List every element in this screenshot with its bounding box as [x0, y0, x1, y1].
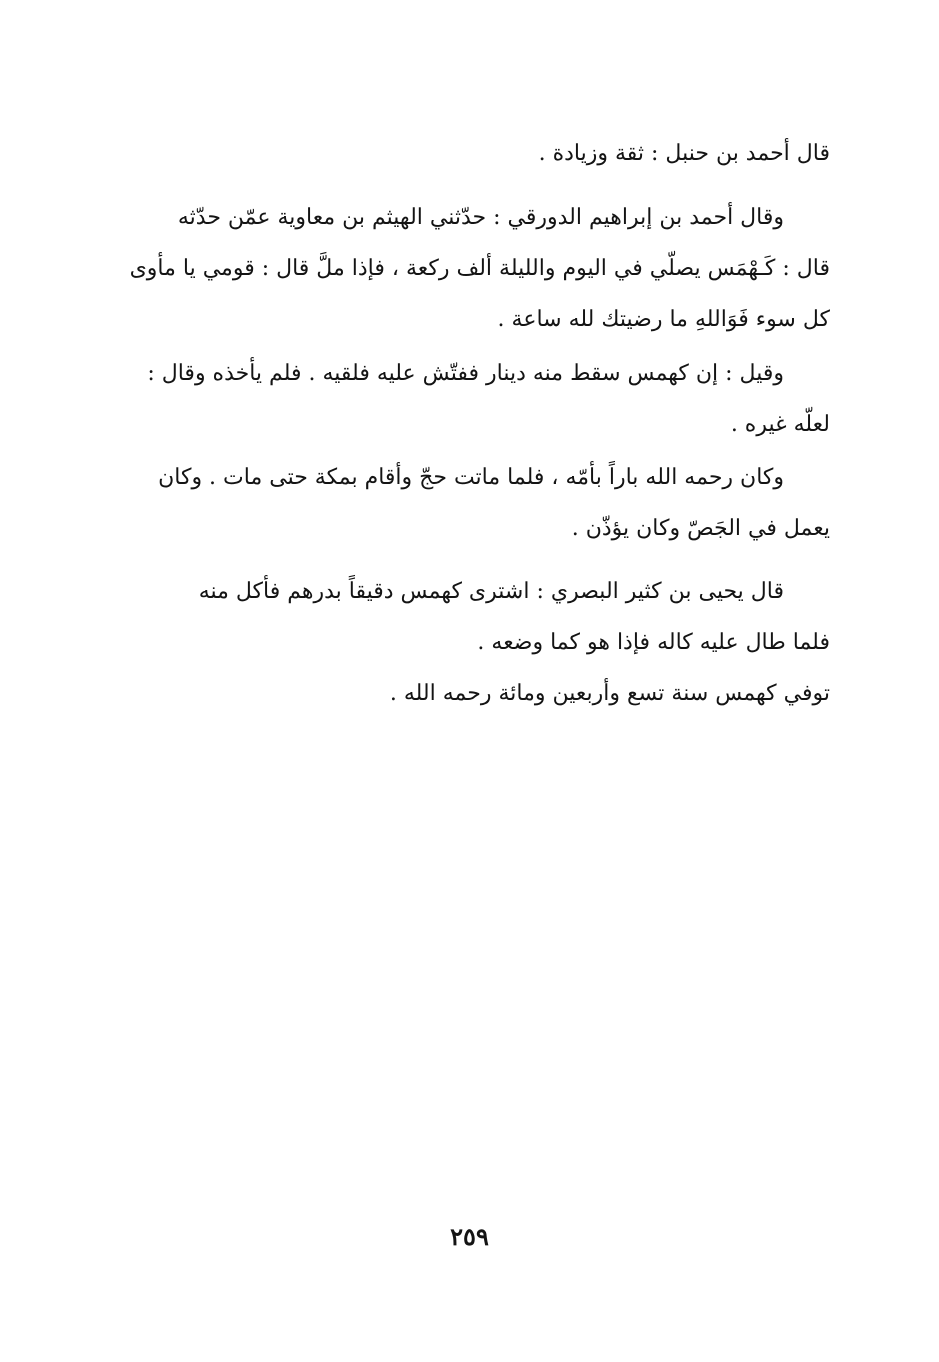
text-line: وكان رحمه الله باراً بأمّه ، فلما ماتت حجّ وأقام بمكة حتى مات . وكان — [158, 465, 784, 490]
paragraph-6 — [150, 668, 876, 719]
text-line: كل سوء فَوَاللهِ ما رضيتك لله ساعة . — [497, 307, 830, 332]
text-line: فلما طال عليه كاله فإذا هو كما وضعه . — [477, 630, 830, 655]
text-line: قال : كَـهْمَس يصلّي في اليوم والليلة ألف ركعة ، فإذا ملَّ قال : قومي يا مأوى — [129, 256, 830, 281]
text-line: يعمل في الجَصّ وكان يؤذّن . — [571, 516, 830, 541]
text-line: لعلّه غيره . — [730, 412, 830, 437]
page-number: ٢٥٩ — [450, 1222, 489, 1251]
paragraph-2 — [129, 192, 830, 345]
paragraph-3 — [147, 348, 830, 450]
paragraph-1 — [150, 128, 876, 179]
text-line: وقيل : إن كهمس سقط منه دينار ففتّش عليه فلقيه . فلم يأخذه وقال : — [147, 361, 784, 386]
paragraph-4 — [150, 452, 830, 554]
text-line: قال أحمد بن حنبل : ثقة وزيادة . — [538, 141, 830, 166]
text-line: وقال أحمد بن إبراهيم الدورقي : حدّثني الهيثم بن معاوية عمّن حدّثه — [177, 205, 784, 230]
text-line: توفي كهمس سنة تسع وأربعين ومائة رحمه الله . — [389, 681, 830, 706]
paragraph-5 — [150, 566, 830, 668]
text-line: قال يحيى بن كثير البصري : اشترى كهمس دقيقاً بدرهم فأكل منه — [198, 579, 784, 604]
